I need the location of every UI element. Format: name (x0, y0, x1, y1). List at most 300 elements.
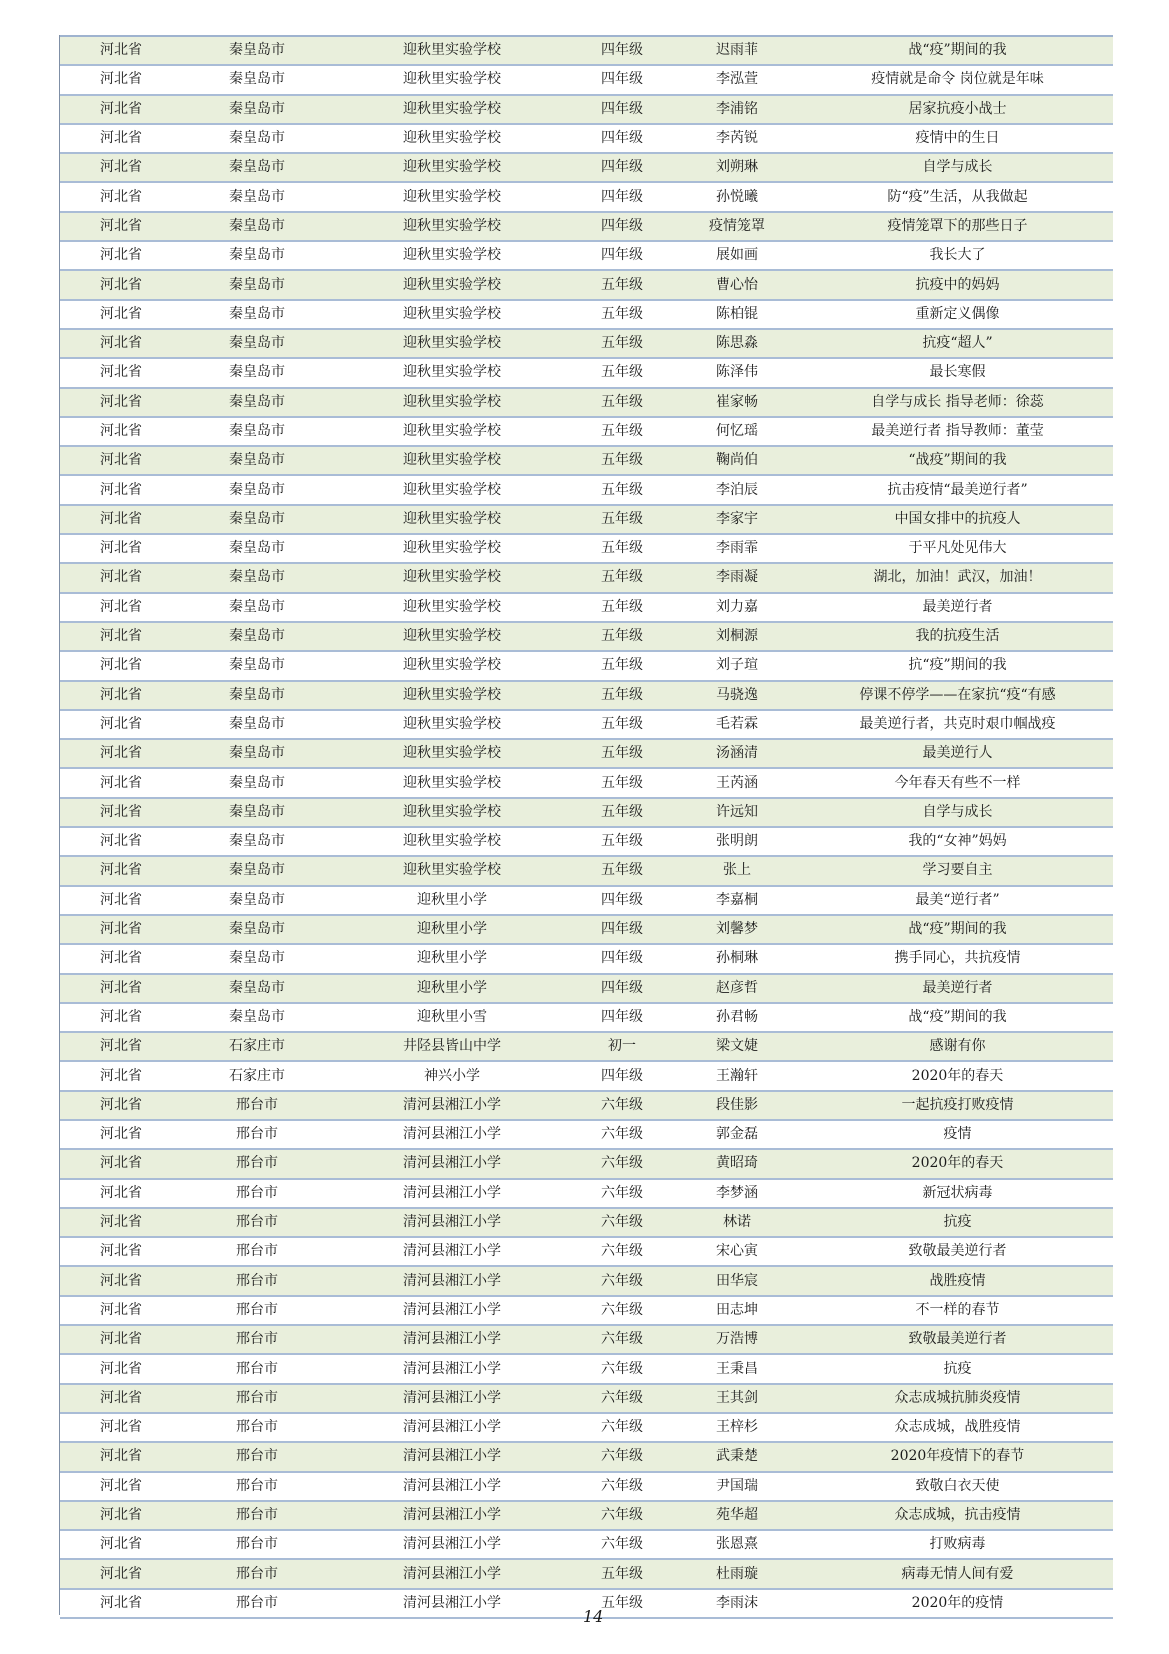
essay-title-cell: 2020年的春天 (802, 1149, 1113, 1178)
essay-title-cell: 于平凡处见伟大 (802, 534, 1113, 563)
grade-cell: 六年级 (572, 1354, 672, 1383)
essay-title-cell: 疫情就是命令 岗位就是年味 (802, 65, 1113, 94)
school-cell: 迎秋里实验学校 (332, 622, 572, 651)
essay-title-cell: 停课不停学——在家抗“疫“有感 (802, 681, 1113, 710)
province-cell: 河北省 (60, 124, 182, 153)
student-name-cell: 李泓萱 (672, 65, 802, 94)
grade-cell: 五年级 (572, 563, 672, 592)
table-row (60, 622, 1113, 651)
city-cell: 邢台市 (182, 1354, 332, 1383)
essay-title-cell: 战“疫”期间的我 (802, 37, 1113, 65)
table-row (60, 1354, 1113, 1383)
table-row (60, 475, 1113, 504)
essay-title-cell: 最美逆行者 指导教师：董莹 (802, 417, 1113, 446)
province-cell: 河北省 (60, 95, 182, 124)
city-cell: 秦皇岛市 (182, 710, 332, 739)
grade-cell: 五年级 (572, 505, 672, 534)
grade-cell: 五年级 (572, 329, 672, 358)
table-row (60, 153, 1113, 182)
province-cell: 河北省 (60, 827, 182, 856)
student-name-cell: 何忆瑶 (672, 417, 802, 446)
school-cell: 迎秋里实验学校 (332, 417, 572, 446)
city-cell: 秦皇岛市 (182, 417, 332, 446)
school-cell: 迎秋里实验学校 (332, 651, 572, 680)
grade-cell: 四年级 (572, 124, 672, 153)
school-cell: 清河县湘江小学 (332, 1413, 572, 1442)
school-cell: 迎秋里小雪 (332, 1003, 572, 1032)
table-row (60, 95, 1113, 124)
city-cell: 秦皇岛市 (182, 505, 332, 534)
city-cell: 秦皇岛市 (182, 182, 332, 211)
table-row (60, 1032, 1113, 1061)
city-cell: 石家庄市 (182, 1032, 332, 1061)
student-name-cell: 王芮涵 (672, 768, 802, 797)
table-row (60, 1091, 1113, 1120)
table-row (60, 1472, 1113, 1501)
table-row (60, 1384, 1113, 1413)
city-cell: 邢台市 (182, 1296, 332, 1325)
essay-title-cell: “战疫”期间的我 (802, 446, 1113, 475)
table-row (60, 65, 1113, 94)
grade-cell: 六年级 (572, 1501, 672, 1530)
school-cell: 迎秋里实验学校 (332, 534, 572, 563)
table-row (60, 182, 1113, 211)
province-cell: 河北省 (60, 1179, 182, 1208)
province-cell: 河北省 (60, 681, 182, 710)
essay-title-cell: 自学与成长 指导老师：徐蕊 (802, 388, 1113, 417)
province-cell: 河北省 (60, 1208, 182, 1237)
province-cell: 河北省 (60, 651, 182, 680)
student-name-cell: 张明朗 (672, 827, 802, 856)
essay-title-cell: 疫情中的生日 (802, 124, 1113, 153)
school-cell: 清河县湘江小学 (332, 1384, 572, 1413)
school-cell: 迎秋里实验学校 (332, 856, 572, 885)
table-row (60, 388, 1113, 417)
grade-cell: 四年级 (572, 915, 672, 944)
student-name-cell: 孙桐琳 (672, 944, 802, 973)
province-cell: 河北省 (60, 768, 182, 797)
student-name-cell: 梁文婕 (672, 1032, 802, 1061)
school-cell: 清河县湘江小学 (332, 1266, 572, 1295)
table-row (60, 1149, 1113, 1178)
city-cell: 邢台市 (182, 1530, 332, 1559)
province-cell: 河北省 (60, 1530, 182, 1559)
essay-title-cell: 众志成城抗肺炎疫情 (802, 1384, 1113, 1413)
table-row (60, 739, 1113, 768)
province-cell: 河北省 (60, 388, 182, 417)
student-name-cell: 李雨沫 (672, 1589, 802, 1618)
school-cell: 迎秋里实验学校 (332, 710, 572, 739)
province-cell: 河北省 (60, 37, 182, 65)
city-cell: 秦皇岛市 (182, 593, 332, 622)
city-cell: 秦皇岛市 (182, 681, 332, 710)
grade-cell: 六年级 (572, 1442, 672, 1471)
grade-cell: 五年级 (572, 300, 672, 329)
grade-cell: 四年级 (572, 212, 672, 241)
city-cell: 秦皇岛市 (182, 739, 332, 768)
essay-title-cell: 致敬最美逆行者 (802, 1237, 1113, 1266)
city-cell: 秦皇岛市 (182, 475, 332, 504)
school-cell: 迎秋里实验学校 (332, 739, 572, 768)
school-cell: 迎秋里实验学校 (332, 95, 572, 124)
student-name-cell: 宋心寅 (672, 1237, 802, 1266)
essay-title-cell: 2020年的疫情 (802, 1589, 1113, 1618)
school-cell: 迎秋里实验学校 (332, 241, 572, 270)
essay-title-cell: 今年春天有些不一样 (802, 768, 1113, 797)
table-row (60, 417, 1113, 446)
province-cell: 河北省 (60, 446, 182, 475)
school-cell: 迎秋里实验学校 (332, 563, 572, 592)
grade-cell: 五年级 (572, 798, 672, 827)
essay-title-cell: 我的“女神”妈妈 (802, 827, 1113, 856)
grade-cell: 六年级 (572, 1472, 672, 1501)
table-row (60, 768, 1113, 797)
province-cell: 河北省 (60, 1091, 182, 1120)
city-cell: 邢台市 (182, 1091, 332, 1120)
school-cell: 清河县湘江小学 (332, 1149, 572, 1178)
student-name-cell: 李梦涵 (672, 1179, 802, 1208)
province-cell: 河北省 (60, 886, 182, 915)
essay-title-cell: 感谢有你 (802, 1032, 1113, 1061)
province-cell: 河北省 (60, 241, 182, 270)
school-cell: 神兴小学 (332, 1061, 572, 1090)
school-cell: 迎秋里实验学校 (332, 446, 572, 475)
grade-cell: 五年级 (572, 827, 672, 856)
grade-cell: 四年级 (572, 153, 672, 182)
province-cell: 河北省 (60, 1149, 182, 1178)
essay-title-cell: 重新定义偶像 (802, 300, 1113, 329)
province-cell: 河北省 (60, 1413, 182, 1442)
student-name-cell: 陈柏锟 (672, 300, 802, 329)
grade-cell: 五年级 (572, 768, 672, 797)
city-cell: 秦皇岛市 (182, 944, 332, 973)
grade-cell: 初一 (572, 1032, 672, 1061)
province-cell: 河北省 (60, 856, 182, 885)
essay-title-cell: 最美逆行者，共克时艰巾帼战疫 (802, 710, 1113, 739)
school-cell: 迎秋里实验学校 (332, 768, 572, 797)
essay-title-cell: 携手同心，共抗疫情 (802, 944, 1113, 973)
table-row (60, 651, 1113, 680)
city-cell: 秦皇岛市 (182, 65, 332, 94)
student-name-cell: 李雨凝 (672, 563, 802, 592)
province-cell: 河北省 (60, 1559, 182, 1588)
student-name-cell: 汤涵清 (672, 739, 802, 768)
student-name-cell: 赵彦哲 (672, 974, 802, 1003)
province-cell: 河北省 (60, 798, 182, 827)
city-cell: 邢台市 (182, 1472, 332, 1501)
school-cell: 清河县湘江小学 (332, 1237, 572, 1266)
province-cell: 河北省 (60, 622, 182, 651)
essay-title-cell: 自学与成长 (802, 798, 1113, 827)
city-cell: 秦皇岛市 (182, 300, 332, 329)
student-name-cell: 王其剑 (672, 1384, 802, 1413)
table-row (60, 329, 1113, 358)
city-cell: 秦皇岛市 (182, 241, 332, 270)
essay-title-cell: 学习要自主 (802, 856, 1113, 885)
table-row (60, 534, 1113, 563)
school-cell: 清河县湘江小学 (332, 1179, 572, 1208)
table-row (60, 710, 1113, 739)
essay-title-cell: 抗疫 (802, 1354, 1113, 1383)
grade-cell: 四年级 (572, 37, 672, 65)
province-cell: 河北省 (60, 300, 182, 329)
table-row (60, 1208, 1113, 1237)
table-row (60, 1296, 1113, 1325)
city-cell: 石家庄市 (182, 1061, 332, 1090)
province-cell: 河北省 (60, 1003, 182, 1032)
province-cell: 河北省 (60, 1061, 182, 1090)
school-cell: 迎秋里实验学校 (332, 798, 572, 827)
essay-title-cell: 众志成城，战胜疫情 (802, 1413, 1113, 1442)
province-cell: 河北省 (60, 593, 182, 622)
school-cell: 迎秋里小学 (332, 915, 572, 944)
province-cell: 河北省 (60, 358, 182, 387)
essay-title-cell: 我长大了 (802, 241, 1113, 270)
school-cell: 迎秋里实验学校 (332, 37, 572, 65)
school-cell: 清河县湘江小学 (332, 1589, 572, 1618)
province-cell: 河北省 (60, 505, 182, 534)
table-row (60, 681, 1113, 710)
student-name-cell: 崔家畅 (672, 388, 802, 417)
grade-cell: 五年级 (572, 622, 672, 651)
school-cell: 清河县湘江小学 (332, 1530, 572, 1559)
table-row (60, 827, 1113, 856)
city-cell: 邢台市 (182, 1266, 332, 1295)
table-row (60, 1179, 1113, 1208)
school-cell: 清河县湘江小学 (332, 1208, 572, 1237)
province-cell: 河北省 (60, 329, 182, 358)
city-cell: 邢台市 (182, 1120, 332, 1149)
grade-cell: 五年级 (572, 270, 672, 299)
table-row (60, 446, 1113, 475)
table-row (60, 1559, 1113, 1588)
table-row (60, 886, 1113, 915)
student-name-cell: 毛若霖 (672, 710, 802, 739)
student-name-cell: 段佳影 (672, 1091, 802, 1120)
province-cell: 河北省 (60, 212, 182, 241)
city-cell: 秦皇岛市 (182, 563, 332, 592)
city-cell: 秦皇岛市 (182, 886, 332, 915)
grade-cell: 五年级 (572, 388, 672, 417)
city-cell: 秦皇岛市 (182, 856, 332, 885)
school-cell: 清河县湘江小学 (332, 1501, 572, 1530)
school-cell: 井陉县皆山中学 (332, 1032, 572, 1061)
grade-cell: 五年级 (572, 1559, 672, 1588)
school-cell: 迎秋里实验学校 (332, 212, 572, 241)
province-cell: 河北省 (60, 944, 182, 973)
student-name-cell: 李嘉桐 (672, 886, 802, 915)
student-name-cell: 武秉楚 (672, 1442, 802, 1471)
school-cell: 清河县湘江小学 (332, 1325, 572, 1354)
student-name-cell: 刘朔琳 (672, 153, 802, 182)
school-cell: 迎秋里实验学校 (332, 300, 572, 329)
grade-cell: 四年级 (572, 65, 672, 94)
city-cell: 秦皇岛市 (182, 212, 332, 241)
essay-title-cell: 众志成城，抗击疫情 (802, 1501, 1113, 1530)
student-name-cell: 曹心怡 (672, 270, 802, 299)
essay-title-cell: 防“疫”生活，从我做起 (802, 182, 1113, 211)
student-name-cell: 刘桐源 (672, 622, 802, 651)
grade-cell: 六年级 (572, 1208, 672, 1237)
essay-title-cell: 最美逆行者 (802, 974, 1113, 1003)
province-cell: 河北省 (60, 65, 182, 94)
city-cell: 邢台市 (182, 1149, 332, 1178)
city-cell: 秦皇岛市 (182, 446, 332, 475)
table-row (60, 1003, 1113, 1032)
province-cell: 河北省 (60, 475, 182, 504)
essay-title-cell: 新冠状病毒 (802, 1179, 1113, 1208)
city-cell: 秦皇岛市 (182, 329, 332, 358)
student-name-cell: 许远知 (672, 798, 802, 827)
city-cell: 邢台市 (182, 1237, 332, 1266)
city-cell: 邢台市 (182, 1589, 332, 1618)
student-name-cell: 疫情笼罩 (672, 212, 802, 241)
essay-title-cell: 2020年疫情下的春节 (802, 1442, 1113, 1471)
essay-title-cell: 2020年的春天 (802, 1061, 1113, 1090)
school-cell: 迎秋里实验学校 (332, 681, 572, 710)
student-name-cell: 王秉昌 (672, 1354, 802, 1383)
city-cell: 秦皇岛市 (182, 95, 332, 124)
grade-cell: 六年级 (572, 1120, 672, 1149)
province-cell: 河北省 (60, 182, 182, 211)
student-name-cell: 李泊辰 (672, 475, 802, 504)
province-cell: 河北省 (60, 1237, 182, 1266)
school-cell: 迎秋里小学 (332, 944, 572, 973)
school-cell: 迎秋里小学 (332, 974, 572, 1003)
province-cell: 河北省 (60, 1472, 182, 1501)
province-cell: 河北省 (60, 915, 182, 944)
student-name-cell: 林诺 (672, 1208, 802, 1237)
table-row (60, 944, 1113, 973)
student-name-cell: 孙君畅 (672, 1003, 802, 1032)
table-row (60, 1325, 1113, 1354)
student-name-cell: 刘力嘉 (672, 593, 802, 622)
school-cell: 清河县湘江小学 (332, 1091, 572, 1120)
student-name-cell: 陈泽伟 (672, 358, 802, 387)
table-row (60, 1120, 1113, 1149)
school-cell: 迎秋里实验学校 (332, 358, 572, 387)
province-cell: 河北省 (60, 1354, 182, 1383)
student-name-cell: 苑华超 (672, 1501, 802, 1530)
essay-title-cell: 战“疫”期间的我 (802, 1003, 1113, 1032)
grade-cell: 四年级 (572, 1061, 672, 1090)
province-cell: 河北省 (60, 1589, 182, 1618)
essay-title-cell: 居家抗疫小战士 (802, 95, 1113, 124)
grade-cell: 五年级 (572, 1589, 672, 1618)
province-cell: 河北省 (60, 534, 182, 563)
school-cell: 迎秋里实验学校 (332, 593, 572, 622)
city-cell: 秦皇岛市 (182, 37, 332, 65)
school-cell: 清河县湘江小学 (332, 1354, 572, 1383)
table-row (60, 270, 1113, 299)
school-cell: 迎秋里实验学校 (332, 124, 572, 153)
school-cell: 迎秋里实验学校 (332, 65, 572, 94)
province-cell: 河北省 (60, 270, 182, 299)
city-cell: 秦皇岛市 (182, 1003, 332, 1032)
student-name-cell: 李浦铭 (672, 95, 802, 124)
grade-cell: 六年级 (572, 1149, 672, 1178)
table-row (60, 1266, 1113, 1295)
table-row (60, 1530, 1113, 1559)
province-cell: 河北省 (60, 1384, 182, 1413)
essay-title-cell: 自学与成长 (802, 153, 1113, 182)
province-cell: 河北省 (60, 710, 182, 739)
table-row (60, 505, 1113, 534)
grade-cell: 六年级 (572, 1237, 672, 1266)
province-cell: 河北省 (60, 1501, 182, 1530)
student-name-cell: 鞠尚伯 (672, 446, 802, 475)
school-cell: 迎秋里实验学校 (332, 475, 572, 504)
essay-title-cell: 最美“逆行者” (802, 886, 1113, 915)
essay-title-cell: 最长寒假 (802, 358, 1113, 387)
city-cell: 秦皇岛市 (182, 827, 332, 856)
essay-title-cell: 疫情 (802, 1120, 1113, 1149)
grade-cell: 四年级 (572, 944, 672, 973)
city-cell: 秦皇岛市 (182, 388, 332, 417)
school-cell: 迎秋里实验学校 (332, 505, 572, 534)
essay-title-cell: 中国女排中的抗疫人 (802, 505, 1113, 534)
table-row (60, 358, 1113, 387)
grade-cell: 五年级 (572, 358, 672, 387)
grade-cell: 六年级 (572, 1266, 672, 1295)
student-name-cell: 田志坤 (672, 1296, 802, 1325)
student-name-cell: 王梓杉 (672, 1413, 802, 1442)
student-name-cell: 马骁逸 (672, 681, 802, 710)
student-name-cell: 张上 (672, 856, 802, 885)
table-row (60, 1061, 1113, 1090)
grade-cell: 五年级 (572, 534, 672, 563)
grade-cell: 六年级 (572, 1530, 672, 1559)
grade-cell: 六年级 (572, 1179, 672, 1208)
school-cell: 迎秋里实验学校 (332, 827, 572, 856)
province-cell: 河北省 (60, 1442, 182, 1471)
city-cell: 秦皇岛市 (182, 768, 332, 797)
grade-cell: 六年级 (572, 1325, 672, 1354)
essay-title-cell: 致敬白衣天使 (802, 1472, 1113, 1501)
grade-cell: 六年级 (572, 1413, 672, 1442)
school-cell: 迎秋里实验学校 (332, 270, 572, 299)
student-name-cell: 李雨霏 (672, 534, 802, 563)
city-cell: 邢台市 (182, 1413, 332, 1442)
student-name-cell: 刘馨梦 (672, 915, 802, 944)
essay-title-cell: 抗疫“超人” (802, 329, 1113, 358)
page-number: 14 (583, 1607, 604, 1626)
student-name-cell: 张恩熹 (672, 1530, 802, 1559)
city-cell: 邢台市 (182, 1179, 332, 1208)
school-cell: 迎秋里实验学校 (332, 329, 572, 358)
province-cell: 河北省 (60, 417, 182, 446)
city-cell: 秦皇岛市 (182, 534, 332, 563)
school-cell: 清河县湘江小学 (332, 1442, 572, 1471)
grade-cell: 六年级 (572, 1296, 672, 1325)
school-cell: 迎秋里实验学校 (332, 153, 572, 182)
essay-title-cell: 抗“疫”期间的我 (802, 651, 1113, 680)
city-cell: 邢台市 (182, 1384, 332, 1413)
grade-cell: 五年级 (572, 856, 672, 885)
table-row (60, 37, 1113, 65)
essay-title-cell: 抗疫 (802, 1208, 1113, 1237)
city-cell: 邢台市 (182, 1208, 332, 1237)
table-row (60, 856, 1113, 885)
school-cell: 迎秋里小学 (332, 886, 572, 915)
table-row (60, 593, 1113, 622)
grade-cell: 五年级 (572, 475, 672, 504)
grade-cell: 五年级 (572, 710, 672, 739)
city-cell: 秦皇岛市 (182, 358, 332, 387)
table-row (60, 1442, 1113, 1471)
city-cell: 邢台市 (182, 1559, 332, 1588)
province-cell: 河北省 (60, 1325, 182, 1354)
